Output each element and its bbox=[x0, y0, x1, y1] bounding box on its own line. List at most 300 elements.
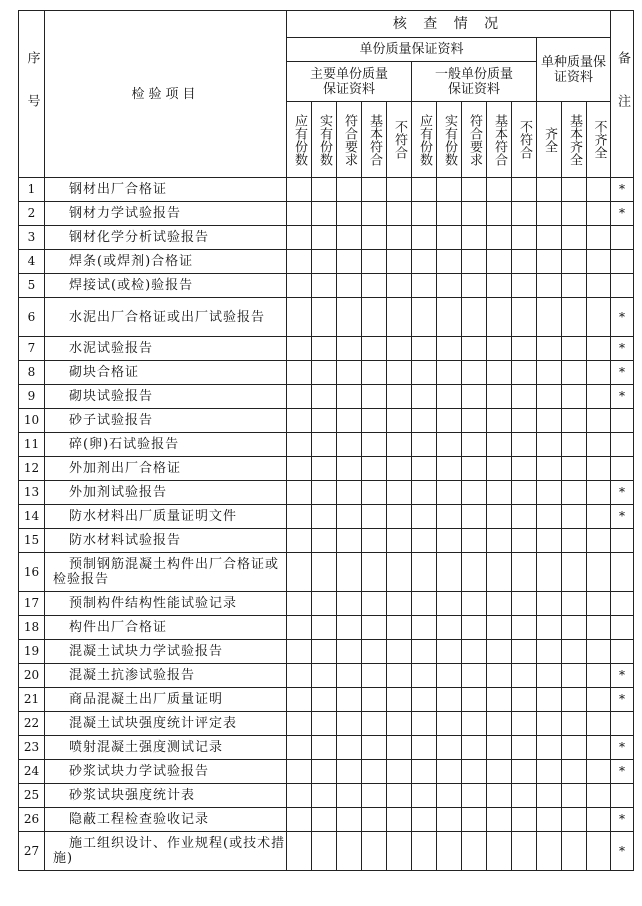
check-cell[interactable] bbox=[587, 385, 611, 409]
check-cell[interactable] bbox=[562, 409, 587, 433]
check-cell[interactable] bbox=[312, 529, 337, 553]
check-cell[interactable] bbox=[362, 760, 387, 784]
check-cell[interactable] bbox=[487, 202, 512, 226]
check-cell[interactable] bbox=[337, 298, 362, 337]
check-cell[interactable] bbox=[412, 688, 437, 712]
check-cell[interactable] bbox=[587, 712, 611, 736]
check-cell[interactable] bbox=[587, 178, 611, 202]
check-cell[interactable] bbox=[437, 385, 462, 409]
check-cell[interactable] bbox=[337, 640, 362, 664]
check-cell[interactable] bbox=[362, 808, 387, 832]
check-cell[interactable] bbox=[462, 505, 487, 529]
check-cell[interactable] bbox=[587, 298, 611, 337]
check-cell[interactable] bbox=[462, 298, 487, 337]
check-cell[interactable] bbox=[437, 274, 462, 298]
check-cell[interactable] bbox=[412, 274, 437, 298]
check-cell[interactable] bbox=[562, 616, 587, 640]
check-cell[interactable] bbox=[312, 784, 337, 808]
check-cell[interactable] bbox=[412, 529, 437, 553]
check-cell[interactable] bbox=[562, 298, 587, 337]
check-cell[interactable] bbox=[287, 616, 312, 640]
check-cell[interactable] bbox=[412, 808, 437, 832]
check-cell[interactable] bbox=[462, 784, 487, 808]
check-cell[interactable] bbox=[587, 808, 611, 832]
check-cell[interactable] bbox=[362, 202, 387, 226]
check-cell[interactable] bbox=[512, 553, 537, 592]
check-cell[interactable] bbox=[312, 832, 337, 871]
check-cell[interactable] bbox=[512, 202, 537, 226]
check-cell[interactable] bbox=[512, 385, 537, 409]
check-cell[interactable] bbox=[437, 688, 462, 712]
check-cell[interactable] bbox=[412, 298, 437, 337]
check-cell[interactable] bbox=[387, 178, 412, 202]
check-cell[interactable] bbox=[562, 553, 587, 592]
check-cell[interactable] bbox=[487, 784, 512, 808]
check-cell[interactable] bbox=[562, 361, 587, 385]
check-cell[interactable] bbox=[587, 409, 611, 433]
check-cell[interactable] bbox=[387, 274, 412, 298]
check-cell[interactable] bbox=[512, 250, 537, 274]
check-cell[interactable] bbox=[387, 298, 412, 337]
check-cell[interactable] bbox=[337, 688, 362, 712]
check-cell[interactable] bbox=[362, 832, 387, 871]
check-cell[interactable] bbox=[437, 592, 462, 616]
check-cell[interactable] bbox=[287, 298, 312, 337]
check-cell[interactable] bbox=[487, 808, 512, 832]
check-cell[interactable] bbox=[462, 832, 487, 871]
check-cell[interactable] bbox=[387, 529, 412, 553]
check-cell[interactable] bbox=[387, 760, 412, 784]
check-cell[interactable] bbox=[287, 640, 312, 664]
check-cell[interactable] bbox=[462, 409, 487, 433]
check-cell[interactable] bbox=[537, 616, 562, 640]
check-cell[interactable] bbox=[462, 664, 487, 688]
check-cell[interactable] bbox=[287, 433, 312, 457]
check-cell[interactable] bbox=[562, 712, 587, 736]
check-cell[interactable] bbox=[437, 298, 462, 337]
check-cell[interactable] bbox=[387, 808, 412, 832]
check-cell[interactable] bbox=[387, 409, 412, 433]
check-cell[interactable] bbox=[337, 274, 362, 298]
check-cell[interactable] bbox=[462, 529, 487, 553]
check-cell[interactable] bbox=[562, 274, 587, 298]
check-cell[interactable] bbox=[537, 274, 562, 298]
check-cell[interactable] bbox=[487, 712, 512, 736]
check-cell[interactable] bbox=[487, 361, 512, 385]
check-cell[interactable] bbox=[412, 385, 437, 409]
check-cell[interactable] bbox=[512, 529, 537, 553]
check-cell[interactable] bbox=[287, 409, 312, 433]
check-cell[interactable] bbox=[412, 736, 437, 760]
check-cell[interactable] bbox=[387, 832, 412, 871]
check-cell[interactable] bbox=[337, 361, 362, 385]
check-cell[interactable] bbox=[412, 505, 437, 529]
check-cell[interactable] bbox=[587, 226, 611, 250]
check-cell[interactable] bbox=[312, 712, 337, 736]
check-cell[interactable] bbox=[562, 736, 587, 760]
check-cell[interactable] bbox=[287, 832, 312, 871]
check-cell[interactable] bbox=[437, 553, 462, 592]
check-cell[interactable] bbox=[512, 298, 537, 337]
check-cell[interactable] bbox=[387, 250, 412, 274]
check-cell[interactable] bbox=[537, 760, 562, 784]
check-cell[interactable] bbox=[312, 505, 337, 529]
check-cell[interactable] bbox=[487, 640, 512, 664]
check-cell[interactable] bbox=[587, 529, 611, 553]
check-cell[interactable] bbox=[387, 457, 412, 481]
check-cell[interactable] bbox=[437, 361, 462, 385]
check-cell[interactable] bbox=[562, 433, 587, 457]
check-cell[interactable] bbox=[312, 481, 337, 505]
check-cell[interactable] bbox=[287, 226, 312, 250]
check-cell[interactable] bbox=[287, 688, 312, 712]
check-cell[interactable] bbox=[512, 361, 537, 385]
check-cell[interactable] bbox=[412, 664, 437, 688]
check-cell[interactable] bbox=[412, 226, 437, 250]
check-cell[interactable] bbox=[512, 736, 537, 760]
check-cell[interactable] bbox=[437, 529, 462, 553]
check-cell[interactable] bbox=[437, 736, 462, 760]
check-cell[interactable] bbox=[387, 664, 412, 688]
check-cell[interactable] bbox=[462, 457, 487, 481]
check-cell[interactable] bbox=[337, 784, 362, 808]
check-cell[interactable] bbox=[562, 784, 587, 808]
check-cell[interactable] bbox=[512, 784, 537, 808]
check-cell[interactable] bbox=[362, 553, 387, 592]
check-cell[interactable] bbox=[387, 592, 412, 616]
check-cell[interactable] bbox=[487, 553, 512, 592]
check-cell[interactable] bbox=[337, 664, 362, 688]
check-cell[interactable] bbox=[587, 337, 611, 361]
check-cell[interactable] bbox=[537, 736, 562, 760]
check-cell[interactable] bbox=[487, 760, 512, 784]
check-cell[interactable] bbox=[337, 505, 362, 529]
check-cell[interactable] bbox=[287, 505, 312, 529]
check-cell[interactable] bbox=[587, 592, 611, 616]
check-cell[interactable] bbox=[537, 226, 562, 250]
check-cell[interactable] bbox=[362, 361, 387, 385]
check-cell[interactable] bbox=[537, 712, 562, 736]
check-cell[interactable] bbox=[287, 712, 312, 736]
check-cell[interactable] bbox=[387, 337, 412, 361]
check-cell[interactable] bbox=[487, 736, 512, 760]
check-cell[interactable] bbox=[537, 664, 562, 688]
check-cell[interactable] bbox=[437, 178, 462, 202]
check-cell[interactable] bbox=[462, 688, 487, 712]
check-cell[interactable] bbox=[387, 202, 412, 226]
check-cell[interactable] bbox=[337, 832, 362, 871]
check-cell[interactable] bbox=[362, 226, 387, 250]
check-cell[interactable] bbox=[587, 433, 611, 457]
check-cell[interactable] bbox=[412, 337, 437, 361]
check-cell[interactable] bbox=[287, 361, 312, 385]
check-cell[interactable] bbox=[462, 202, 487, 226]
check-cell[interactable] bbox=[512, 808, 537, 832]
check-cell[interactable] bbox=[512, 409, 537, 433]
check-cell[interactable] bbox=[312, 250, 337, 274]
check-cell[interactable] bbox=[487, 529, 512, 553]
check-cell[interactable] bbox=[387, 481, 412, 505]
check-cell[interactable] bbox=[312, 433, 337, 457]
check-cell[interactable] bbox=[462, 808, 487, 832]
check-cell[interactable] bbox=[437, 808, 462, 832]
check-cell[interactable] bbox=[337, 337, 362, 361]
check-cell[interactable] bbox=[437, 640, 462, 664]
check-cell[interactable] bbox=[537, 505, 562, 529]
check-cell[interactable] bbox=[312, 616, 337, 640]
check-cell[interactable] bbox=[287, 529, 312, 553]
check-cell[interactable] bbox=[587, 784, 611, 808]
check-cell[interactable] bbox=[487, 274, 512, 298]
check-cell[interactable] bbox=[587, 616, 611, 640]
check-cell[interactable] bbox=[562, 457, 587, 481]
check-cell[interactable] bbox=[537, 832, 562, 871]
check-cell[interactable] bbox=[362, 274, 387, 298]
check-cell[interactable] bbox=[312, 664, 337, 688]
check-cell[interactable] bbox=[287, 178, 312, 202]
check-cell[interactable] bbox=[537, 337, 562, 361]
check-cell[interactable] bbox=[387, 712, 412, 736]
check-cell[interactable] bbox=[512, 457, 537, 481]
check-cell[interactable] bbox=[287, 481, 312, 505]
check-cell[interactable] bbox=[587, 481, 611, 505]
check-cell[interactable] bbox=[362, 616, 387, 640]
check-cell[interactable] bbox=[562, 505, 587, 529]
check-cell[interactable] bbox=[287, 274, 312, 298]
check-cell[interactable] bbox=[287, 202, 312, 226]
check-cell[interactable] bbox=[537, 250, 562, 274]
check-cell[interactable] bbox=[437, 457, 462, 481]
check-cell[interactable] bbox=[437, 616, 462, 640]
check-cell[interactable] bbox=[362, 712, 387, 736]
check-cell[interactable] bbox=[587, 250, 611, 274]
check-cell[interactable] bbox=[287, 385, 312, 409]
check-cell[interactable] bbox=[337, 433, 362, 457]
check-cell[interactable] bbox=[337, 250, 362, 274]
check-cell[interactable] bbox=[412, 481, 437, 505]
check-cell[interactable] bbox=[362, 481, 387, 505]
check-cell[interactable] bbox=[587, 457, 611, 481]
check-cell[interactable] bbox=[462, 760, 487, 784]
check-cell[interactable] bbox=[412, 553, 437, 592]
check-cell[interactable] bbox=[587, 202, 611, 226]
check-cell[interactable] bbox=[412, 760, 437, 784]
check-cell[interactable] bbox=[337, 616, 362, 640]
check-cell[interactable] bbox=[287, 337, 312, 361]
check-cell[interactable] bbox=[412, 457, 437, 481]
check-cell[interactable] bbox=[562, 385, 587, 409]
check-cell[interactable] bbox=[537, 529, 562, 553]
check-cell[interactable] bbox=[462, 640, 487, 664]
check-cell[interactable] bbox=[312, 361, 337, 385]
check-cell[interactable] bbox=[437, 664, 462, 688]
check-cell[interactable] bbox=[487, 409, 512, 433]
check-cell[interactable] bbox=[487, 481, 512, 505]
check-cell[interactable] bbox=[362, 298, 387, 337]
check-cell[interactable] bbox=[537, 688, 562, 712]
check-cell[interactable] bbox=[587, 760, 611, 784]
check-cell[interactable] bbox=[387, 784, 412, 808]
check-cell[interactable] bbox=[487, 664, 512, 688]
check-cell[interactable] bbox=[487, 688, 512, 712]
check-cell[interactable] bbox=[587, 640, 611, 664]
check-cell[interactable] bbox=[287, 808, 312, 832]
check-cell[interactable] bbox=[562, 688, 587, 712]
check-cell[interactable] bbox=[462, 736, 487, 760]
check-cell[interactable] bbox=[512, 688, 537, 712]
check-cell[interactable] bbox=[362, 784, 387, 808]
check-cell[interactable] bbox=[362, 505, 387, 529]
check-cell[interactable] bbox=[562, 808, 587, 832]
check-cell[interactable] bbox=[312, 760, 337, 784]
check-cell[interactable] bbox=[362, 592, 387, 616]
check-cell[interactable] bbox=[387, 385, 412, 409]
check-cell[interactable] bbox=[462, 712, 487, 736]
check-cell[interactable] bbox=[562, 529, 587, 553]
check-cell[interactable] bbox=[487, 457, 512, 481]
check-cell[interactable] bbox=[412, 616, 437, 640]
check-cell[interactable] bbox=[362, 688, 387, 712]
check-cell[interactable] bbox=[512, 481, 537, 505]
check-cell[interactable] bbox=[337, 760, 362, 784]
check-cell[interactable] bbox=[287, 784, 312, 808]
check-cell[interactable] bbox=[362, 178, 387, 202]
check-cell[interactable] bbox=[587, 361, 611, 385]
check-cell[interactable] bbox=[462, 226, 487, 250]
check-cell[interactable] bbox=[362, 433, 387, 457]
check-cell[interactable] bbox=[387, 688, 412, 712]
check-cell[interactable] bbox=[412, 640, 437, 664]
check-cell[interactable] bbox=[412, 409, 437, 433]
check-cell[interactable] bbox=[537, 784, 562, 808]
check-cell[interactable] bbox=[387, 505, 412, 529]
check-cell[interactable] bbox=[512, 664, 537, 688]
check-cell[interactable] bbox=[312, 274, 337, 298]
check-cell[interactable] bbox=[512, 274, 537, 298]
check-cell[interactable] bbox=[562, 226, 587, 250]
check-cell[interactable] bbox=[337, 592, 362, 616]
check-cell[interactable] bbox=[587, 505, 611, 529]
check-cell[interactable] bbox=[562, 481, 587, 505]
check-cell[interactable] bbox=[312, 337, 337, 361]
check-cell[interactable] bbox=[537, 361, 562, 385]
check-cell[interactable] bbox=[562, 592, 587, 616]
check-cell[interactable] bbox=[337, 736, 362, 760]
check-cell[interactable] bbox=[337, 553, 362, 592]
check-cell[interactable] bbox=[562, 337, 587, 361]
check-cell[interactable] bbox=[387, 640, 412, 664]
check-cell[interactable] bbox=[387, 736, 412, 760]
check-cell[interactable] bbox=[337, 481, 362, 505]
check-cell[interactable] bbox=[412, 712, 437, 736]
check-cell[interactable] bbox=[537, 202, 562, 226]
check-cell[interactable] bbox=[512, 832, 537, 871]
check-cell[interactable] bbox=[312, 592, 337, 616]
check-cell[interactable] bbox=[287, 250, 312, 274]
check-cell[interactable] bbox=[337, 178, 362, 202]
check-cell[interactable] bbox=[437, 250, 462, 274]
check-cell[interactable] bbox=[312, 409, 337, 433]
check-cell[interactable] bbox=[337, 712, 362, 736]
check-cell[interactable] bbox=[312, 385, 337, 409]
check-cell[interactable] bbox=[462, 274, 487, 298]
check-cell[interactable] bbox=[512, 616, 537, 640]
check-cell[interactable] bbox=[462, 385, 487, 409]
check-cell[interactable] bbox=[462, 361, 487, 385]
check-cell[interactable] bbox=[512, 433, 537, 457]
check-cell[interactable] bbox=[562, 202, 587, 226]
check-cell[interactable] bbox=[462, 178, 487, 202]
check-cell[interactable] bbox=[387, 361, 412, 385]
check-cell[interactable] bbox=[362, 385, 387, 409]
check-cell[interactable] bbox=[312, 736, 337, 760]
check-cell[interactable] bbox=[487, 226, 512, 250]
check-cell[interactable] bbox=[337, 409, 362, 433]
check-cell[interactable] bbox=[487, 385, 512, 409]
check-cell[interactable] bbox=[412, 433, 437, 457]
check-cell[interactable] bbox=[312, 178, 337, 202]
check-cell[interactable] bbox=[512, 712, 537, 736]
check-cell[interactable] bbox=[537, 385, 562, 409]
check-cell[interactable] bbox=[362, 250, 387, 274]
check-cell[interactable] bbox=[537, 553, 562, 592]
check-cell[interactable] bbox=[287, 664, 312, 688]
check-cell[interactable] bbox=[437, 505, 462, 529]
check-cell[interactable] bbox=[487, 592, 512, 616]
check-cell[interactable] bbox=[337, 808, 362, 832]
check-cell[interactable] bbox=[437, 226, 462, 250]
check-cell[interactable] bbox=[337, 202, 362, 226]
check-cell[interactable] bbox=[437, 202, 462, 226]
check-cell[interactable] bbox=[512, 337, 537, 361]
check-cell[interactable] bbox=[562, 640, 587, 664]
check-cell[interactable] bbox=[562, 832, 587, 871]
check-cell[interactable] bbox=[412, 202, 437, 226]
check-cell[interactable] bbox=[537, 457, 562, 481]
check-cell[interactable] bbox=[487, 616, 512, 640]
check-cell[interactable] bbox=[387, 433, 412, 457]
check-cell[interactable] bbox=[487, 250, 512, 274]
check-cell[interactable] bbox=[412, 832, 437, 871]
check-cell[interactable] bbox=[362, 640, 387, 664]
check-cell[interactable] bbox=[487, 337, 512, 361]
check-cell[interactable] bbox=[362, 457, 387, 481]
check-cell[interactable] bbox=[437, 832, 462, 871]
check-cell[interactable] bbox=[487, 832, 512, 871]
check-cell[interactable] bbox=[537, 298, 562, 337]
check-cell[interactable] bbox=[312, 553, 337, 592]
check-cell[interactable] bbox=[287, 760, 312, 784]
check-cell[interactable] bbox=[487, 298, 512, 337]
check-cell[interactable] bbox=[362, 736, 387, 760]
check-cell[interactable] bbox=[562, 178, 587, 202]
check-cell[interactable] bbox=[462, 616, 487, 640]
check-cell[interactable] bbox=[312, 226, 337, 250]
check-cell[interactable] bbox=[412, 784, 437, 808]
check-cell[interactable] bbox=[387, 553, 412, 592]
check-cell[interactable] bbox=[462, 250, 487, 274]
check-cell[interactable] bbox=[462, 592, 487, 616]
check-cell[interactable] bbox=[437, 433, 462, 457]
check-cell[interactable] bbox=[412, 361, 437, 385]
check-cell[interactable] bbox=[312, 640, 337, 664]
check-cell[interactable] bbox=[437, 337, 462, 361]
check-cell[interactable] bbox=[287, 736, 312, 760]
check-cell[interactable] bbox=[362, 664, 387, 688]
check-cell[interactable] bbox=[537, 178, 562, 202]
check-cell[interactable] bbox=[487, 433, 512, 457]
check-cell[interactable] bbox=[387, 226, 412, 250]
